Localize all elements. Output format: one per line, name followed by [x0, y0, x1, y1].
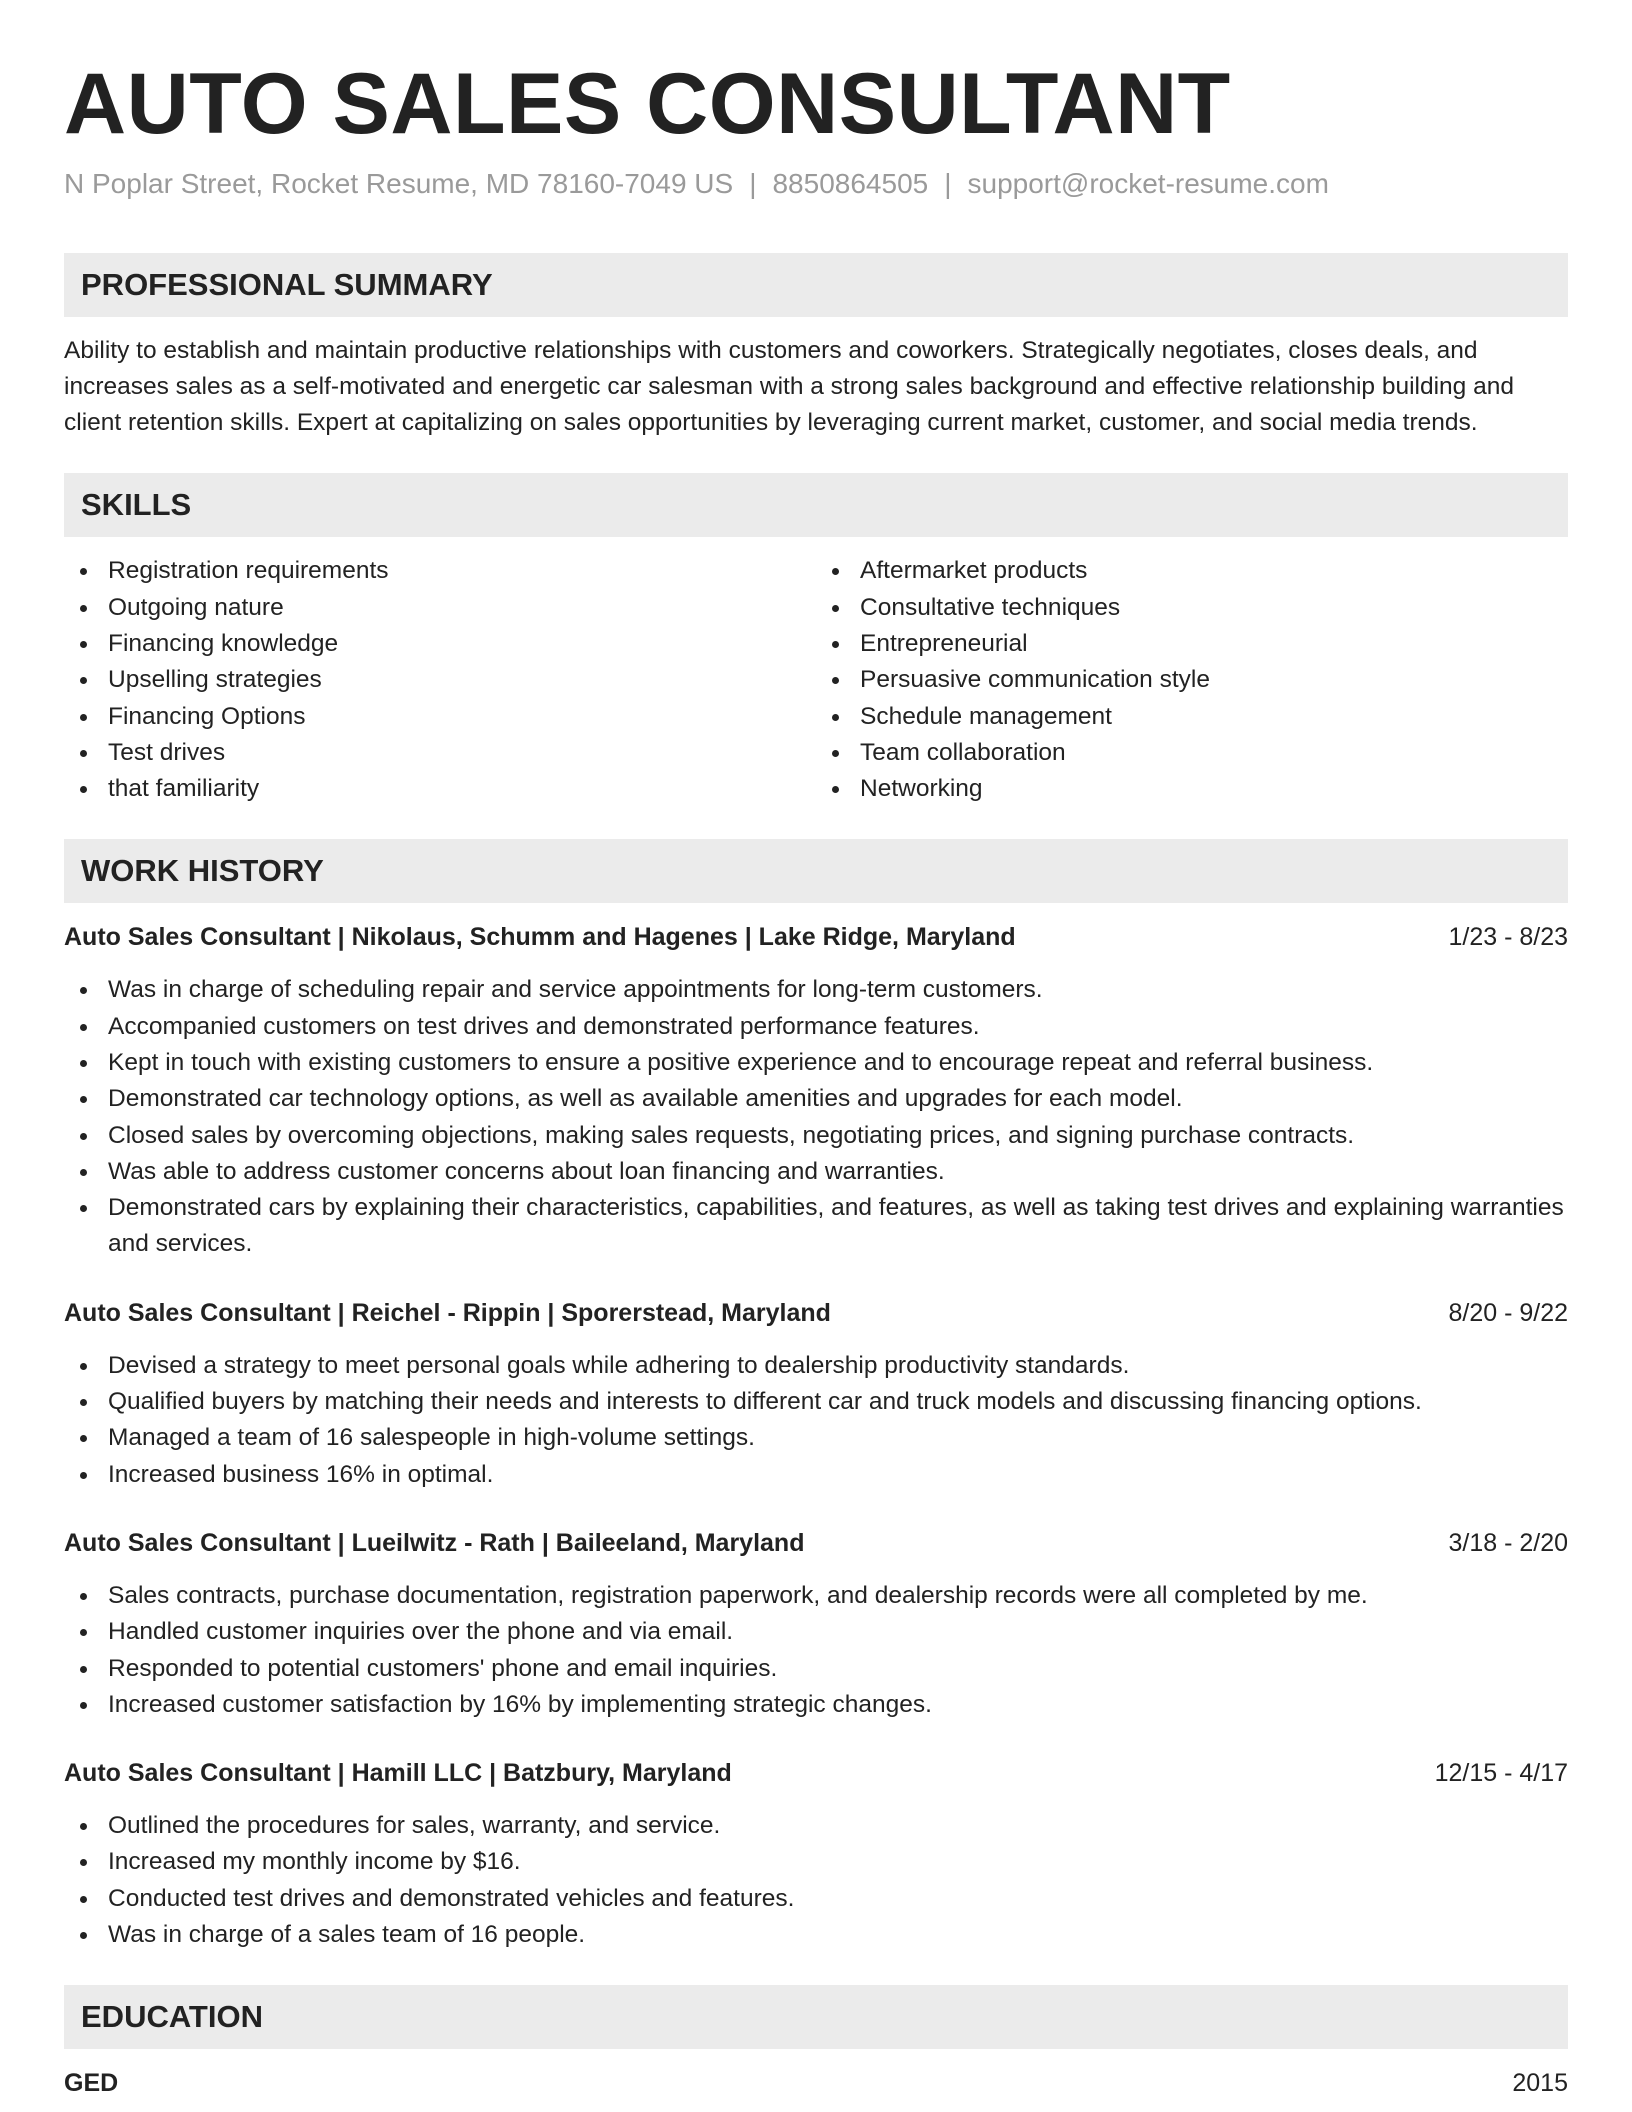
duty-item: Demonstrated cars by explaining their characteristics, capabilities, and features, as well as taking test drives and explaining warranties and services.	[64, 1190, 1568, 1263]
skills-columns	[64, 553, 1568, 807]
job-dates: 12/15 - 4/17	[1434, 1759, 1568, 1788]
duty-item: Demonstrated car technology options, as well as available amenities and upgrades for each model.	[64, 1081, 1568, 1117]
duty-item: Closed sales by overcoming objections, making sales requests, negotiating prices, and signing purchase contracts.	[64, 1118, 1568, 1154]
skill-item: Outgoing nature	[64, 590, 816, 626]
duty-item: Qualified buyers by matching their needs and interests to different car and truck models and discussing financing options.	[64, 1384, 1568, 1420]
job-entry	[64, 1755, 1568, 1953]
job-duties	[64, 1578, 1568, 1723]
contact-address: N Poplar Street, Rocket Resume, MD 78160-7049 US	[64, 168, 734, 200]
candidate-title: AUTO SALES CONSULTANT	[64, 56, 1231, 152]
job-duties	[64, 1808, 1568, 1953]
contact-separator: |	[944, 168, 952, 200]
summary-text: Ability to establish and maintain productive relationships with customers and coworkers. Strategically negotiates, closes deals, and increases sales as a self-motivated and energetic car salesman with a strong sales background and effective relationship building and client retention skills. Expert at capitalizing on sales opportunities by leveraging current market, customer, and social media trends.	[64, 337, 1514, 437]
skills-list-right	[816, 553, 1568, 807]
duty-item: Sales contracts, purchase documentation, registration paperwork, and dealership records were all completed by me.	[64, 1578, 1568, 1614]
job-dates: 3/18 - 2/20	[1448, 1528, 1568, 1557]
skill-item: Team collaboration	[816, 735, 1568, 771]
skill-item: Schedule management	[816, 699, 1568, 735]
job-title: Auto Sales Consultant | Hamill LLC | Batzbury, Maryland	[64, 1759, 732, 1788]
job-duties	[64, 1348, 1568, 1493]
duty-item: Devised a strategy to meet personal goals while adhering to dealership productivity standards.	[64, 1348, 1568, 1384]
skill-item: Financing Options	[64, 699, 816, 735]
duty-item: Outlined the procedures for sales, warranty, and service.	[64, 1808, 1568, 1844]
job-entry	[64, 1295, 1568, 1493]
job-dates: 1/23 - 8/23	[1448, 923, 1568, 952]
skill-item: Networking	[816, 771, 1568, 807]
job-entry	[64, 919, 1568, 1262]
work-history-heading: WORK HISTORY	[64, 839, 1568, 903]
job-header	[64, 919, 1568, 955]
skill-item: that familiarity	[64, 771, 816, 807]
duty-item: Conducted test drives and demonstrated vehicles and features.	[64, 1881, 1568, 1917]
skill-item: Aftermarket products	[816, 553, 1568, 589]
duty-item: Kept in touch with existing customers to ensure a positive experience and to encourage repeat and referral business.	[64, 1045, 1568, 1081]
duty-item: Responded to potential customers' phone and email inquiries.	[64, 1651, 1568, 1687]
duty-item: Increased my monthly income by $16.	[64, 1844, 1568, 1880]
duty-item: Accompanied customers on test drives and demonstrated performance features.	[64, 1009, 1568, 1045]
skill-item: Registration requirements	[64, 553, 816, 589]
duty-item: Managed a team of 16 salespeople in high-volume settings.	[64, 1420, 1568, 1456]
skill-item: Financing knowledge	[64, 626, 816, 662]
job-dates: 8/20 - 9/22	[1448, 1298, 1568, 1327]
education-entry	[64, 2065, 1568, 2101]
summary-heading: PROFESSIONAL SUMMARY	[64, 253, 1568, 317]
duty-item: Handled customer inquiries over the phone and via email.	[64, 1614, 1568, 1650]
contact-email: support@rocket-resume.com	[967, 168, 1329, 200]
duty-item: Was able to address customer concerns about loan financing and warranties.	[64, 1154, 1568, 1190]
job-title: Auto Sales Consultant | Nikolaus, Schumm and Hagenes | Lake Ridge, Maryland	[64, 923, 1016, 952]
contact-line	[64, 168, 1568, 200]
skills-list-left	[64, 553, 816, 807]
duty-item: Was in charge of a sales team of 16 people.	[64, 1917, 1568, 1953]
skill-item: Test drives	[64, 735, 816, 771]
job-header	[64, 1525, 1568, 1561]
skill-item: Upselling strategies	[64, 662, 816, 698]
job-title: Auto Sales Consultant | Lueilwitz - Rath | Baileeland, Maryland	[64, 1528, 805, 1557]
job-duties	[64, 972, 1568, 1262]
contact-separator: |	[749, 168, 757, 200]
job-title: Auto Sales Consultant | Reichel - Rippin | Sporerstead, Maryland	[64, 1298, 831, 1327]
duty-item: Increased business 16% in optimal.	[64, 1457, 1568, 1493]
skill-item: Persuasive communication style	[816, 662, 1568, 698]
education-year: 2015	[1512, 2069, 1568, 2098]
skills-heading: SKILLS	[64, 473, 1568, 537]
duty-item: Increased customer satisfaction by 16% by implementing strategic changes.	[64, 1687, 1568, 1723]
skill-item: Consultative techniques	[816, 590, 1568, 626]
job-header	[64, 1295, 1568, 1331]
education-degree: GED	[64, 2069, 119, 2098]
education-heading: EDUCATION	[64, 1985, 1568, 2049]
job-header	[64, 1755, 1568, 1791]
skill-item: Entrepreneurial	[816, 626, 1568, 662]
job-entry	[64, 1525, 1568, 1723]
contact-phone: 8850864505	[772, 168, 929, 200]
duty-item: Was in charge of scheduling repair and service appointments for long-term customers.	[64, 972, 1568, 1008]
